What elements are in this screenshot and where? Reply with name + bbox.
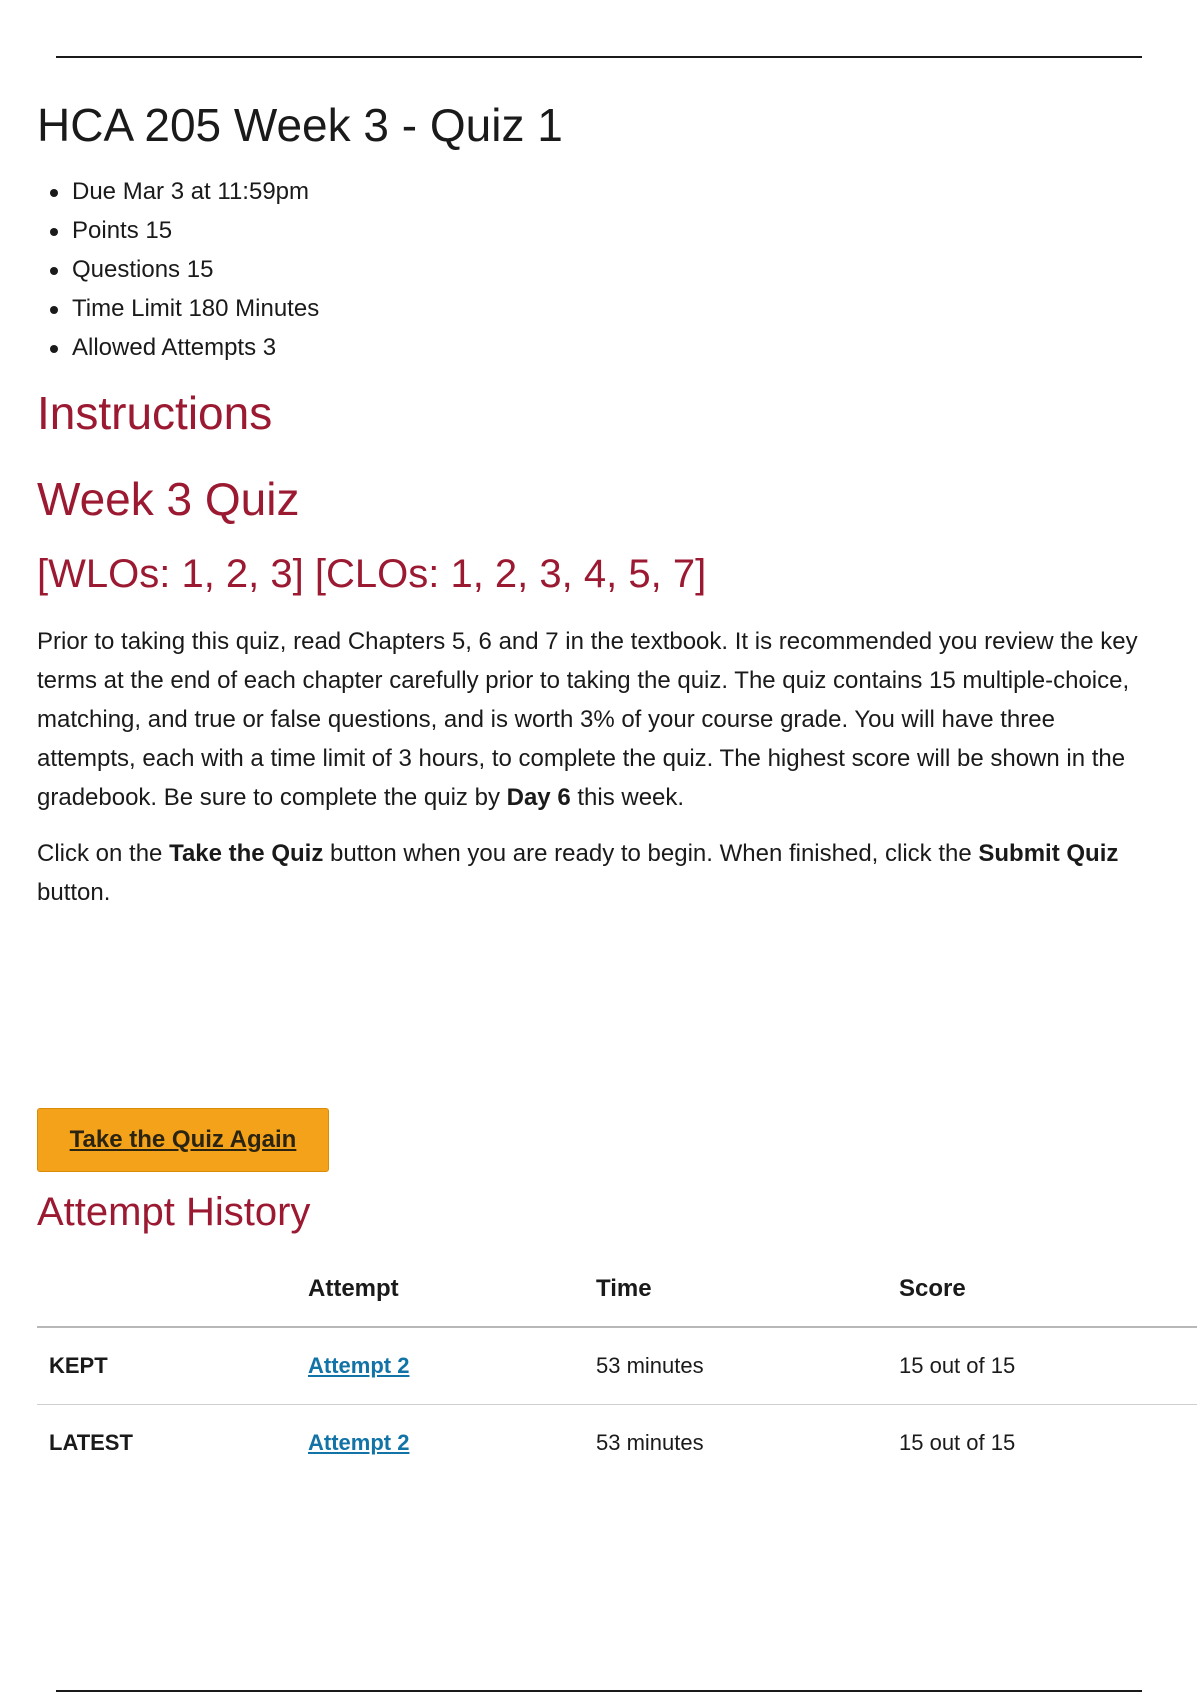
take-quiz-again-button[interactable] <box>37 1108 329 1172</box>
bottom-divider <box>56 1690 1142 1692</box>
attempt-link[interactable]: Attempt 2 <box>308 1353 410 1378</box>
column-header-attempt: Attempt <box>308 1252 596 1327</box>
detail-questions <box>48 250 319 289</box>
column-header-time: Time <box>596 1252 899 1327</box>
detail-due <box>48 172 319 211</box>
quiz-details-list <box>48 172 319 367</box>
detail-allowed-attempts-text: Allowed Attempts 3 <box>72 334 277 361</box>
detail-time-limit <box>48 289 319 328</box>
start-end-text: button. <box>37 879 111 906</box>
top-divider <box>56 56 1142 58</box>
instructions-paragraph <box>37 622 1157 817</box>
bullet-icon <box>50 189 58 197</box>
table-row <box>37 1405 1197 1482</box>
bullet-icon <box>50 267 58 275</box>
attempt-status: KEPT <box>37 1327 308 1405</box>
detail-due-text: Due Mar 3 at 11:59pm <box>72 178 310 205</box>
bullet-icon <box>50 306 58 314</box>
bullet-icon <box>50 345 58 353</box>
take-quiz-again-label: Take the Quiz Again <box>69 1126 297 1153</box>
attempt-history-heading: Attempt History <box>37 1190 311 1234</box>
attempt-cell <box>308 1327 596 1405</box>
column-header-score: Score <box>899 1252 1197 1327</box>
attempt-time: 53 minutes <box>596 1430 704 1455</box>
start-text: Click on the <box>37 840 170 867</box>
submit-quiz-term: Submit Quiz <box>978 840 1119 867</box>
instructions-end-text: this week. <box>570 784 685 811</box>
detail-points <box>48 211 319 250</box>
detail-time-limit-text: Time Limit 180 Minutes <box>72 295 320 322</box>
week-quiz-heading: Week 3 Quiz <box>37 473 300 525</box>
attempt-score: 15 out of 15 <box>899 1430 1016 1455</box>
take-quiz-term: Take the Quiz <box>169 840 324 867</box>
instructions-text: Prior to taking this quiz, read Chapters 5, 6 and 7 in the textbook. It is recommended you review the key terms at the end of each chapter carefully prior to taking the quiz. The quiz contains 15 multiple-choice, matching, and true or false questions, and is worth 3% of your course grade. You will have three attempts, each with a time limit of 3 hours, to complete the quiz. The highest score will be shown in the gradebook. Be sure to complete the quiz by <box>37 628 1138 811</box>
start-instructions-paragraph <box>37 834 1157 912</box>
learning-outcomes-heading: [WLOs: 1, 2, 3] [CLOs: 1, 2, 3, 4, 5, 7] <box>37 552 707 596</box>
detail-questions-text: Questions 15 <box>72 256 214 283</box>
instructions-heading: Instructions <box>37 387 273 439</box>
attempt-time: 53 minutes <box>596 1327 899 1405</box>
table-header-row <box>37 1252 1197 1327</box>
column-header-status <box>37 1252 308 1327</box>
bullet-icon <box>50 228 58 236</box>
attempt-status: LATEST <box>49 1430 133 1455</box>
start-mid-text: button when you are ready to begin. When finished, click the <box>323 840 979 867</box>
attempt-link[interactable]: Attempt 2 <box>308 1430 410 1455</box>
attempt-history-table <box>37 1252 1197 1481</box>
detail-allowed-attempts <box>48 328 319 367</box>
due-day-text: Day 6 <box>506 784 571 811</box>
page-title: HCA 205 Week 3 - Quiz 1 <box>37 99 563 151</box>
attempt-cell <box>308 1405 596 1482</box>
attempt-score: 15 out of 15 <box>899 1327 1197 1405</box>
table-row <box>37 1327 1197 1405</box>
detail-points-text: Points 15 <box>72 217 173 244</box>
